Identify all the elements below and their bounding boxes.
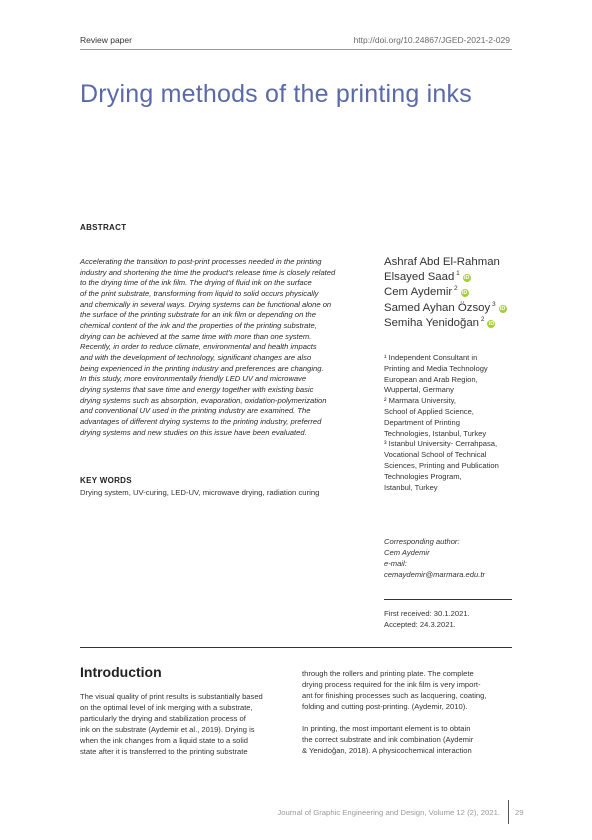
affiliation-line: Sciences, Printing and Publication <box>384 460 499 470</box>
doi-link[interactable]: http://doi.org/10.24867/JGED-2021-2-029 <box>353 35 510 45</box>
paragraph <box>80 691 285 757</box>
introduction-divider <box>80 647 512 648</box>
affiliation-marker: 2 <box>479 316 485 324</box>
affiliation-line: School of Applied Science, <box>384 406 474 416</box>
introduction-column-2 <box>302 668 507 767</box>
author-entry <box>384 285 507 300</box>
abstract-line: drying systems such as absorption, evaporation, oxidation-polymerization <box>80 395 327 405</box>
email-label: e-mail: <box>384 559 407 568</box>
abstract-body <box>80 257 365 438</box>
text-line: ant for finishing processes such as lacquering, coating, <box>302 691 487 700</box>
dates-divider <box>384 599 512 600</box>
affiliation-entry <box>384 396 524 439</box>
affiliation-line: Technologies Program, <box>384 471 462 481</box>
abstract-line: being experienced in the printing industry and preferences are changing. <box>80 363 324 373</box>
affiliation-line: ³ Istanbul University- Cerrahpasa, <box>384 439 498 449</box>
affiliation-line: ¹ Independent Consultant in <box>384 353 478 362</box>
affiliation-line: ² Marmara University, <box>384 396 457 406</box>
abstract-heading: ABSTRACT <box>80 223 127 232</box>
orcid-icon[interactable]: iD <box>461 290 468 297</box>
keywords-text: Drying system, UV-curing, LED-UV, microwave drying, radiation curing <box>80 488 320 497</box>
author-name: Samed Ayhan Özsoy <box>384 301 491 314</box>
abstract-line: to the drying time of the ink film. The drying of fluid ink on the surface <box>80 278 312 288</box>
affiliation-entry <box>384 353 524 396</box>
orcid-icon[interactable]: iD <box>463 275 470 282</box>
article-type-label: Review paper <box>80 35 132 45</box>
abstract-line: and conventional UV used in the printing industry are examined. The <box>80 406 311 416</box>
author-entry <box>384 301 507 316</box>
author-name: Cem Aydemir <box>384 286 453 299</box>
affiliation-line: Department of Printing <box>384 417 460 427</box>
header-divider <box>80 49 512 50</box>
abstract-line: the surface of the printing substrate for an ink film or depending on the <box>80 310 316 320</box>
text-line: when the ink changes from a liquid state to a solid <box>80 736 249 745</box>
text-line: ink on the substrate (Aydemir et al., 2019). Drying is <box>80 725 255 734</box>
accepted-date: Accepted: 24.3.2021. <box>384 620 456 629</box>
abstract-line: drying can be achieved at the same time with more than one system. <box>80 331 312 341</box>
abstract-line: drying systems that save time and energy together with existing basic <box>80 384 314 394</box>
abstract-line: chemical content of the ink and the properties of the printing substrate, <box>80 320 317 330</box>
abstract-line: of the print substrate, transforming from liquid to solid occurs physically <box>80 288 319 298</box>
text-line: state after it is transferred to the printing substrate <box>80 747 248 756</box>
affiliation-line: Technologies, Istanbul, Turkey <box>384 428 487 438</box>
text-line: In printing, the most important element is to obtain <box>302 724 471 733</box>
text-line: The visual quality of print results is substantially based <box>80 692 263 701</box>
author-name: Elsayed Saad <box>384 271 455 284</box>
affiliation-line: Printing and Media Technology <box>384 363 488 373</box>
affiliation-marker: 2 <box>452 285 458 293</box>
affiliation-line: Istanbul, Turkey <box>384 482 438 492</box>
author-name: Semiha Yenidoğan <box>384 316 480 329</box>
affiliation-entry <box>384 439 524 493</box>
affiliations <box>384 353 524 493</box>
author-list <box>384 255 507 331</box>
introduction-heading: Introduction <box>80 664 162 680</box>
abstract-line: and with the development of technology, significant changes are also <box>80 352 312 362</box>
affiliation-line: European and Arab Region, <box>384 374 478 384</box>
orcid-icon[interactable]: iD <box>488 320 495 327</box>
affiliation-marker: 1 <box>454 270 460 278</box>
text-line: the correct substrate and ink combination (Aydemir <box>302 735 474 744</box>
text-line: & Yenidoğan, 2018). A physicochemical interaction <box>302 746 472 755</box>
paragraph <box>302 723 507 756</box>
paper-title: Drying methods of the printing inks <box>80 80 472 108</box>
author-entry <box>384 270 507 285</box>
submission-dates <box>384 608 470 630</box>
keywords-heading: KEY WORDS <box>80 476 132 485</box>
text-line: particularly the drying and stabilization process of <box>80 714 246 723</box>
affiliation-line: Vocational School of Technical <box>384 450 487 460</box>
abstract-line: Recently, in order to reduce climate, environmental and health impacts <box>80 342 317 352</box>
abstract-line: Accelerating the transition to post-print processes needed in the printing <box>80 257 322 266</box>
text-line: drying process required for the ink film is very import- <box>302 680 481 689</box>
journal-footer: Journal of Graphic Engineering and Design, Volume 12 (2), 2021. <box>277 808 500 817</box>
text-line: folding and cutting post-printing. (Aydemir, 2010). <box>302 702 468 711</box>
abstract-line: In this study, more environmentally friendly LED UV and microwave <box>80 374 307 384</box>
received-date: First received: 30.1.2021. <box>384 609 470 618</box>
introduction-column-1 <box>80 691 285 768</box>
corresponding-author-label: Corresponding author: <box>384 537 460 546</box>
correspondence-block <box>384 536 485 580</box>
email-address[interactable]: cemaydemir@marmara.edu.tr <box>384 570 485 579</box>
affiliation-marker: 3 <box>490 300 496 308</box>
author-entry <box>384 255 507 270</box>
abstract-line: and chemically in several ways. Drying systems can be functional alone on <box>80 299 332 309</box>
abstract-line: drying systems and new studies on this issue have been evaluated. <box>80 427 307 437</box>
page-number: 29 <box>515 808 524 817</box>
abstract-line: industry and shortening the time the product’s release time is closely related <box>80 267 336 277</box>
text-line: on the optimal level of ink merging with a substrate, <box>80 703 253 712</box>
affiliation-line: Wuppertal, Germany <box>384 385 454 395</box>
author-entry <box>384 316 507 331</box>
orcid-icon[interactable]: iD <box>499 305 506 312</box>
footer-divider <box>508 800 509 824</box>
paragraph <box>302 668 507 712</box>
author-name: Ashraf Abd El-Rahman <box>384 256 500 268</box>
corresponding-author-name: Cem Aydemir <box>384 548 430 557</box>
text-line: through the rollers and printing plate. The complete <box>302 669 474 678</box>
abstract-line: advantages of different drying systems to the printing industry, preferred <box>80 416 322 426</box>
